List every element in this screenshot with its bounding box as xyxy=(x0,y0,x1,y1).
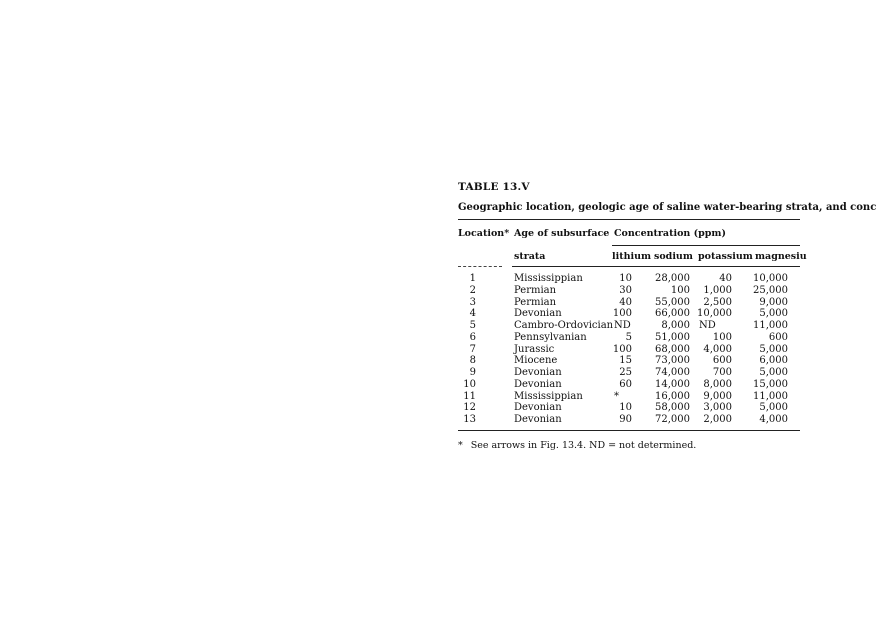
cell-age: Devonian xyxy=(514,308,562,319)
cell-magnesium: 5,000 xyxy=(759,367,788,378)
cell-lithium: 60 xyxy=(619,379,632,390)
cell-magnesium: 4,000 xyxy=(759,414,788,425)
cell-magnesium: 6,000 xyxy=(759,355,788,366)
cell-magnesium: 11,000 xyxy=(753,320,788,331)
cell-location: 12 xyxy=(463,402,476,413)
cell-location: 7 xyxy=(469,344,476,355)
cell-potassium: 3,000 xyxy=(703,402,732,413)
cell-sodium: 51,000 xyxy=(655,332,690,343)
cell-age: Miocene xyxy=(514,355,558,366)
cell-sodium: 28,000 xyxy=(655,273,690,284)
cell-magnesium: 5,000 xyxy=(759,402,788,413)
header-age-line2: strata xyxy=(514,251,546,262)
cell-age: Jurassic xyxy=(514,344,555,355)
cell-sodium: 58,000 xyxy=(655,402,690,413)
footnote-marker: * xyxy=(458,440,463,451)
cell-potassium: 10,000 xyxy=(697,308,732,319)
cell-lithium: 10 xyxy=(619,273,632,284)
table-title: TABLE 13.V xyxy=(458,181,530,193)
cell-sodium: 66,000 xyxy=(655,308,690,319)
cell-magnesium: 9,000 xyxy=(759,297,788,308)
cell-sodium: 68,000 xyxy=(655,344,690,355)
cell-sodium: 55,000 xyxy=(655,297,690,308)
concentration-rule xyxy=(612,245,800,246)
cell-sodium: 8,000 xyxy=(661,320,690,331)
cell-magnesium: 600 xyxy=(768,332,788,343)
cell-location: 10 xyxy=(463,379,476,390)
cell-location: 9 xyxy=(469,367,476,378)
header-concentration: Concentration (ppm) xyxy=(614,228,726,239)
cell-lithium: 5 xyxy=(625,332,632,343)
cell-magnesium: 5,000 xyxy=(759,308,788,319)
cell-potassium: 700 xyxy=(712,367,732,378)
cell-potassium: 4,000 xyxy=(703,344,732,355)
cell-age: Pennsylvanian xyxy=(514,332,587,343)
cell-magnesium: 10,000 xyxy=(753,273,788,284)
header-lithium: lithium xyxy=(612,251,652,262)
cell-location: 11 xyxy=(463,391,476,402)
cell-lithium: 100 xyxy=(612,344,632,355)
cell-age: Mississippian xyxy=(514,391,583,402)
cell-lithium: 100 xyxy=(612,308,632,319)
cell-potassium: 1,000 xyxy=(703,285,732,296)
cell-age: Cambro-Ordovician xyxy=(514,320,614,331)
cell-potassium: ND xyxy=(699,320,716,331)
cell-potassium: 2,000 xyxy=(703,414,732,425)
cell-lithium: 40 xyxy=(619,297,632,308)
cell-location: 4 xyxy=(469,308,476,319)
cell-age: Devonian xyxy=(514,379,562,390)
cell-age: Devonian xyxy=(514,414,562,425)
cell-magnesium: 11,000 xyxy=(753,391,788,402)
cell-lithium: ND xyxy=(614,320,631,331)
cell-magnesium: 5,000 xyxy=(759,344,788,355)
cell-age: Permian xyxy=(514,285,557,296)
cell-potassium: 9,000 xyxy=(703,391,732,402)
table-top-rule xyxy=(458,219,800,220)
cell-location: 1 xyxy=(469,273,476,284)
cell-lithium: * xyxy=(614,391,619,402)
cell-location: 8 xyxy=(469,355,476,366)
header-potassium: potassium xyxy=(698,251,753,262)
cell-sodium: 100 xyxy=(670,285,690,296)
cell-location: 6 xyxy=(469,332,476,343)
header-magnesium: magnesiu xyxy=(755,251,807,262)
header-bottom-rule xyxy=(512,266,800,267)
cell-potassium: 2,500 xyxy=(703,297,732,308)
cell-sodium: 74,000 xyxy=(655,367,690,378)
location-header-rule xyxy=(458,266,502,267)
table-footnote xyxy=(458,440,696,451)
cell-potassium: 8,000 xyxy=(703,379,732,390)
cell-location: 3 xyxy=(469,297,476,308)
cell-lithium: 90 xyxy=(619,414,632,425)
cell-potassium: 100 xyxy=(712,332,732,343)
header-sodium: sodium xyxy=(654,251,693,262)
cell-lithium: 15 xyxy=(619,355,632,366)
cell-potassium: 600 xyxy=(712,355,732,366)
cell-age: Devonian xyxy=(514,402,562,413)
cell-sodium: 72,000 xyxy=(655,414,690,425)
cell-potassium: 40 xyxy=(719,273,732,284)
footnote-text: See arrows in Fig. 13.4. ND = not determined. xyxy=(470,440,697,451)
table-bottom-rule xyxy=(458,430,800,431)
cell-lithium: 10 xyxy=(619,402,632,413)
header-age-line1: Age of subsurface xyxy=(514,228,610,239)
cell-magnesium: 25,000 xyxy=(753,285,788,296)
cell-location: 5 xyxy=(469,320,476,331)
header-location: Location* xyxy=(458,228,510,239)
cell-sodium: 73,000 xyxy=(655,355,690,366)
cell-location: 13 xyxy=(463,414,476,425)
cell-sodium: 16,000 xyxy=(655,391,690,402)
cell-age: Mississippian xyxy=(514,273,583,284)
cell-lithium: 30 xyxy=(619,285,632,296)
cell-sodium: 14,000 xyxy=(655,379,690,390)
cell-lithium: 25 xyxy=(619,367,632,378)
cell-location: 2 xyxy=(469,285,476,296)
cell-age: Permian xyxy=(514,297,557,308)
cell-magnesium: 15,000 xyxy=(753,379,788,390)
table-caption: Geographic location, geologic age of saline water-bearing strata, and conc xyxy=(458,202,876,213)
cell-age: Devonian xyxy=(514,367,562,378)
